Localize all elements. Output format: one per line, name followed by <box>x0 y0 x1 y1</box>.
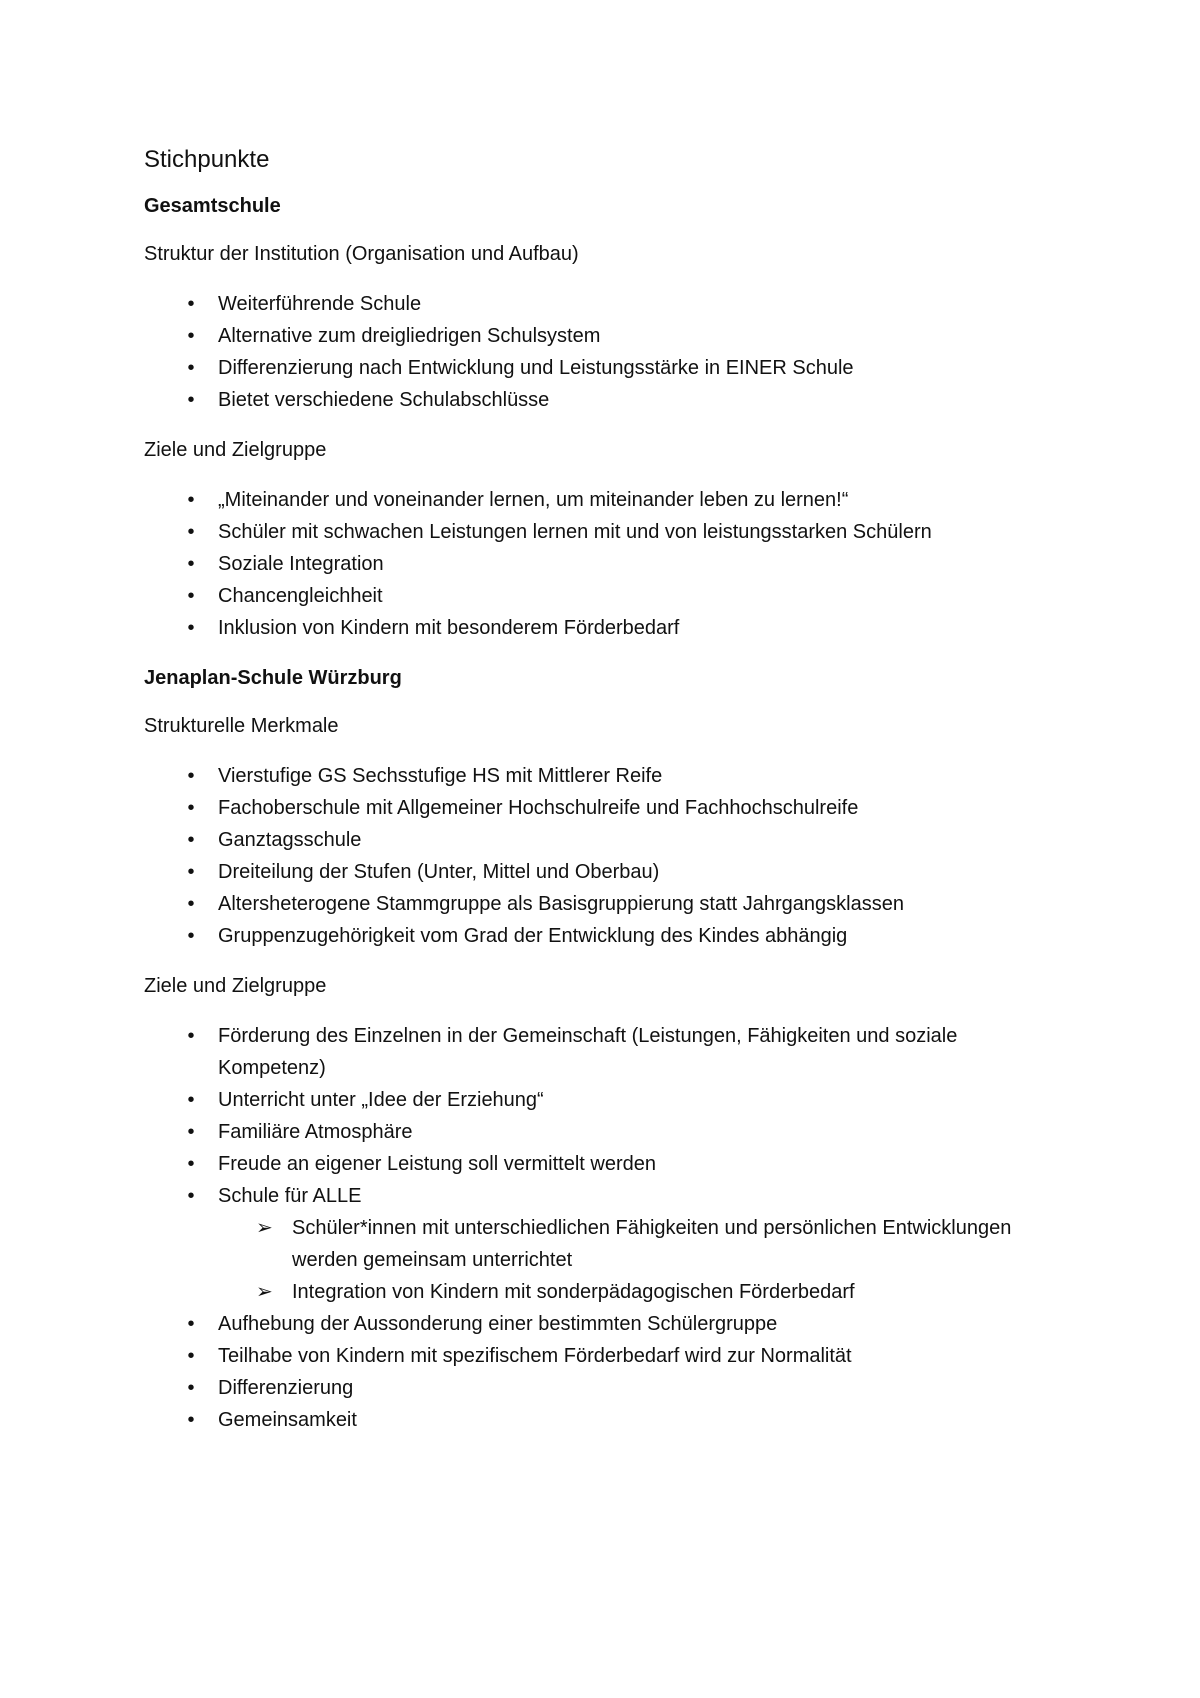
list-item-text: Schüler mit schwachen Leistungen lernen mit und von leistungsstarken Schülern <box>218 521 932 543</box>
list-item <box>144 1308 1044 1340</box>
list-item-text: Chancengleichheit <box>218 585 383 607</box>
list-item <box>144 1372 1044 1404</box>
bullet-icon: • <box>187 893 195 915</box>
list-item <box>144 760 1044 792</box>
list-item-text: Weiterführende Schule <box>218 293 422 315</box>
list-item-text: Unterricht unter „Idee der Erziehung“ <box>218 1089 544 1111</box>
list-item <box>144 1020 1044 1084</box>
arrow-bullet-icon: ➢ <box>256 1281 273 1303</box>
bullet-icon: • <box>187 617 195 639</box>
list-item <box>144 580 1044 612</box>
list-item-text: Gemeinsamkeit <box>218 1409 357 1431</box>
list-item <box>144 320 1044 352</box>
bullet-list-ziele <box>144 484 1044 644</box>
bullet-icon: • <box>187 1121 195 1143</box>
block-heading-struktur: Struktur der Institution (Organisation und Aufbau) <box>144 243 579 265</box>
bullet-icon: • <box>187 1313 195 1335</box>
block-heading-merkmale: Strukturelle Merkmale <box>144 715 339 737</box>
bullet-icon: • <box>187 765 195 787</box>
list-item-text: Bietet verschiedene Schulabschlüsse <box>218 389 550 411</box>
list-item <box>144 1116 1044 1148</box>
list-item-text: Familiäre Atmosphäre <box>218 1121 413 1143</box>
bullet-icon: • <box>187 925 195 947</box>
list-item-text: Alternative zum dreigliedrigen Schulsystem <box>218 325 601 347</box>
bullet-icon: • <box>187 389 195 411</box>
bullet-icon: • <box>187 585 195 607</box>
block-heading-ziele: Ziele und Zielgruppe <box>144 439 327 461</box>
list-item-text: „Miteinander und voneinander lernen, um miteinander leben zu lernen!“ <box>218 489 849 511</box>
bullet-icon: • <box>187 357 195 379</box>
list-item <box>144 384 1044 416</box>
list-item <box>144 920 1044 952</box>
bullet-icon: • <box>187 1409 195 1431</box>
bullet-icon: • <box>187 1153 195 1175</box>
list-item <box>144 1180 1044 1308</box>
bullet-icon: • <box>187 861 195 883</box>
list-item-text: Förderung des Einzelnen in der Gemeinschaft (Leistungen, Fähigkeiten und soziale Kompetenz) <box>218 1025 958 1079</box>
list-item-text: Freude an eigener Leistung soll vermittelt werden <box>218 1153 657 1175</box>
list-item-text: Aufhebung der Aussonderung einer bestimmten Schülergruppe <box>218 1313 778 1335</box>
bullet-icon: • <box>187 1345 195 1367</box>
sub-list-item-text: Integration von Kindern mit sonderpädagogischen Förderbedarf <box>292 1281 855 1303</box>
list-item-text: Differenzierung nach Entwicklung und Leistungsstärke in EINER Schule <box>218 357 854 379</box>
list-item <box>144 792 1044 824</box>
bullet-icon: • <box>187 489 195 511</box>
list-item <box>144 548 1044 580</box>
bullet-icon: • <box>187 1025 195 1047</box>
arrow-bullet-icon: ➢ <box>256 1217 273 1239</box>
list-item-text: Schule für ALLE <box>218 1185 362 1207</box>
sub-list-item <box>144 1276 1044 1308</box>
list-item <box>144 288 1044 320</box>
sub-list-item-text: Schüler*innen mit unterschiedlichen Fähigkeiten und persönlichen Entwicklungen werden gemeinsam unterrichtet <box>292 1217 1012 1271</box>
list-item-text: Ganztagsschule <box>218 829 362 851</box>
section-title-gesamtschule: Gesamtschule <box>144 195 281 217</box>
list-item <box>144 1340 1044 1372</box>
list-item <box>144 888 1044 920</box>
list-item <box>144 1404 1044 1436</box>
list-item-text: Differenzierung <box>218 1377 354 1399</box>
bullet-icon: • <box>187 1377 195 1399</box>
document-title: Stichpunkte <box>144 146 270 173</box>
block-heading-ziele-jenaplan: Ziele und Zielgruppe <box>144 975 327 997</box>
bullet-list-merkmale <box>144 760 1044 952</box>
sub-list-item <box>144 1212 1044 1276</box>
bullet-icon: • <box>187 293 195 315</box>
document-content <box>144 144 1044 1456</box>
list-item <box>144 1148 1044 1180</box>
list-item-text: Fachoberschule mit Allgemeiner Hochschulreife und Fachhochschulreife <box>218 797 859 819</box>
bullet-icon: • <box>187 1185 195 1207</box>
list-item-text: Inklusion von Kindern mit besonderem Förderbedarf <box>218 617 680 639</box>
list-item <box>144 824 1044 856</box>
sub-bullet-list <box>218 1212 1044 1308</box>
bullet-icon: • <box>187 829 195 851</box>
bullet-icon: • <box>187 521 195 543</box>
list-item <box>144 1084 1044 1116</box>
bullet-list-ziele-jenaplan <box>144 1020 1044 1436</box>
list-item <box>144 484 1044 516</box>
bullet-icon: • <box>187 797 195 819</box>
list-item-text: Soziale Integration <box>218 553 384 575</box>
bullet-icon: • <box>187 553 195 575</box>
list-item <box>144 516 1044 548</box>
bullet-icon: • <box>187 1089 195 1111</box>
list-item <box>144 856 1044 888</box>
list-item-text: Teilhabe von Kindern mit spezifischem Förderbedarf wird zur Normalität <box>218 1345 852 1367</box>
list-item-text: Gruppenzugehörigkeit vom Grad der Entwicklung des Kindes abhängig <box>218 925 848 947</box>
list-item <box>144 612 1044 644</box>
list-item <box>144 352 1044 384</box>
list-item-text: Dreiteilung der Stufen (Unter, Mittel und Oberbau) <box>218 861 660 883</box>
list-item-text: Vierstufige GS Sechsstufige HS mit Mittlerer Reife <box>218 765 663 787</box>
list-item-text: Altersheterogene Stammgruppe als Basisgruppierung statt Jahrgangsklassen <box>218 893 904 915</box>
section-title-jenaplan: Jenaplan-Schule Würzburg <box>144 667 402 689</box>
bullet-icon: • <box>187 325 195 347</box>
bullet-list-struktur <box>144 288 1044 416</box>
